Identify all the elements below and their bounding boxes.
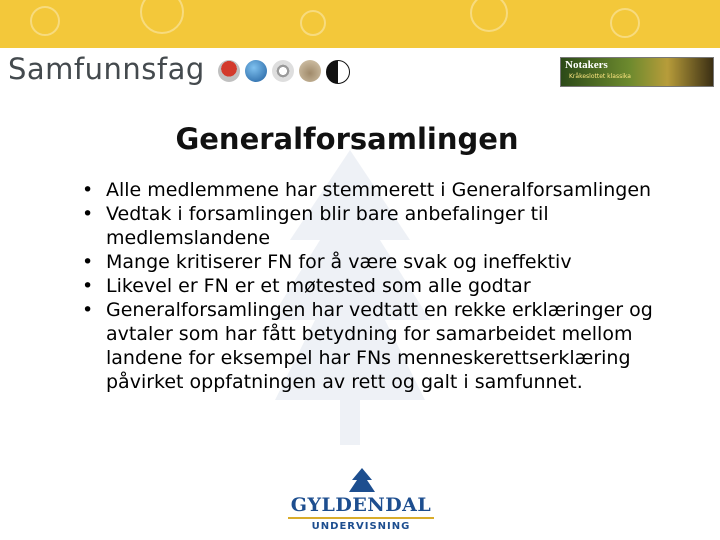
- publisher-name: GYLDENDAL: [290, 494, 432, 516]
- slide-title: Generalforsamlingen: [175, 122, 519, 156]
- compass-icon: [272, 60, 294, 82]
- theme-icon-row: [218, 60, 350, 84]
- bullet-item: • Mange kritiserer FN for å være svak og ineffektiv: [82, 250, 692, 274]
- coat-of-arms-icon: [218, 60, 240, 82]
- landscape-icon: [299, 60, 321, 82]
- bullet-item: • Generalforsamlingen har vedtatt en rekke erklæringer og avtaler som har fått betydning for samarbeidet mellom landene for eksempel har FNs menneskerettserklæring påvirket oppfatningen av rett og galt i samfunnet.: [82, 298, 692, 394]
- bullet-item: • Alle medlemmene har stemmerett i Generalforsamlingen: [82, 178, 692, 202]
- doodle-circle-icon: [300, 10, 326, 36]
- yin-yang-icon: [326, 60, 350, 84]
- publisher-divider: [288, 517, 434, 519]
- globe-icon: [245, 60, 267, 82]
- publisher-subtitle: UNDERVISNING: [311, 521, 411, 532]
- bullet-item: • Vedtak i forsamlingen blir bare anbefalinger til medlemslandene: [82, 202, 692, 250]
- doodle-circle-icon: [140, 0, 184, 34]
- tree-emblem-icon: [282, 466, 442, 494]
- doodle-circle-icon: [470, 0, 508, 32]
- promo-banner[interactable]: [560, 57, 714, 87]
- bullet-item: • Likevel er FN er et møtested som alle godtar: [82, 274, 692, 298]
- promo-subtitle: Kråkeslottet klassika: [569, 73, 631, 80]
- decorative-header-band: [0, 0, 720, 48]
- bullet-list: [82, 178, 692, 394]
- promo-name: Notakers: [565, 59, 608, 71]
- doodle-circle-icon: [30, 6, 60, 36]
- publisher-logo: [282, 466, 442, 536]
- subject-title: Samfunnsfag: [8, 52, 205, 86]
- doodle-circle-icon: [610, 8, 640, 38]
